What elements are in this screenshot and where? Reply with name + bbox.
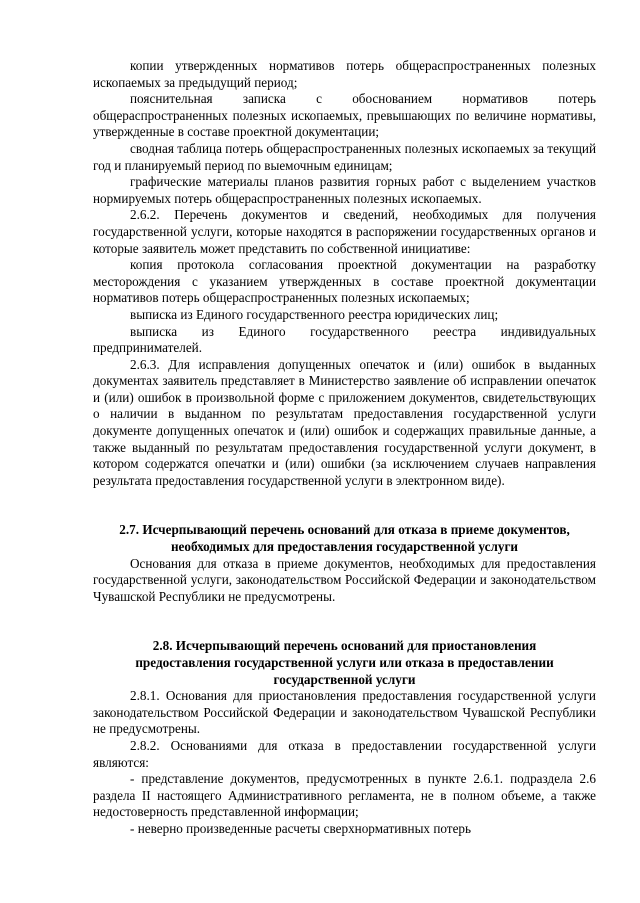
paragraph: 2.6.2. Перечень документов и сведений, необходимых для получения государственной услуги, которые находятся в распоряжении государственных органов и которые заявитель может представить по собственной инициативе:	[93, 207, 596, 256]
heading-line: предоставления государственной услуги или отказа в предоставлении	[135, 655, 554, 670]
paragraph: выписка из Единого государственного реестра индивидуальных предпринимателей.	[93, 323, 596, 356]
paragraph: копия протокола согласования проектной документации на разработку месторождения с указанием утвержденных в составе проектной документации нормативов потерь общераспространенных полезных ископаемых;	[93, 257, 596, 306]
paragraph: - представление документов, предусмотренных в пункте 2.6.1. подраздела 2.6 раздела II настоящего Административного регламента, не в полном объеме, а также недостоверность представленной информации;	[93, 771, 596, 820]
paragraph: 2.8.1. Основания для приостановления предоставления государственной услуги законодательством Российской Федерации и законодательством Чувашской Республики не предусмотрены.	[93, 688, 596, 737]
paragraph: копии утвержденных нормативов потерь общераспространенных полезных ископаемых за предыдущий период;	[93, 58, 596, 90]
paragraph: 2.6.3. Для исправления допущенных опечаток и (или) ошибок в выданных документах заявитель представляет в Министерство заявление об исправлении опечаток и (или) ошибок в произвольной форме с приложением документов, свидетельствующих о наличии в выданном по результатам предоставления государственной услуги документе допущенных опечаток и (или) ошибок и содержащих правильные данные, а также выданный по результатам предоставления государственной услуги документ, в котором содержатся опечатки и (или) ошибки (за исключением случаев направления результата предоставления государственной услуги в электронном виде).	[93, 356, 596, 488]
section-spacer	[93, 605, 596, 638]
heading-line: 2.8. Исчерпывающий перечень оснований для приостановления	[152, 638, 537, 654]
heading-line: государственной услуги	[273, 671, 416, 687]
section-heading-2-7	[93, 522, 596, 555]
heading-line: 2.7. Исчерпывающий перечень оснований для отказа в приеме документов,	[119, 522, 570, 538]
paragraph: пояснительная записка с обоснованием нормативов потерь общераспространенных полезных ископаемых, превышающих по величине нормативы, утвержденные в составе проектной документации;	[93, 91, 596, 140]
paragraph: сводная таблица потерь общераспространенных полезных ископаемых за текущий год и планируемый период по выемочным единицам;	[93, 140, 596, 173]
paragraph: - неверно произведенные расчеты сверхнормативных потерь	[130, 820, 472, 836]
heading-line: необходимых для предоставления государственной услуги	[170, 539, 519, 555]
section-spacer	[93, 489, 596, 522]
paragraph: 2.8.2. Основаниями для отказа в предоставлении государственной услуги являются:	[93, 737, 596, 770]
paragraph: графические материалы планов развития горных работ с выделением участков нормируемых потерь общераспространенных полезных ископаемых.	[93, 174, 596, 206]
paragraph: выписка из Единого государственного реестра юридических лиц;	[130, 306, 499, 322]
section-heading-2-8	[93, 638, 596, 688]
paragraph: Основания для отказа в приеме документов, необходимых для предоставления государственной услуги, законодательством Российской Федерации и законодательством Чувашской Республики не предусмотрены.	[93, 555, 596, 604]
